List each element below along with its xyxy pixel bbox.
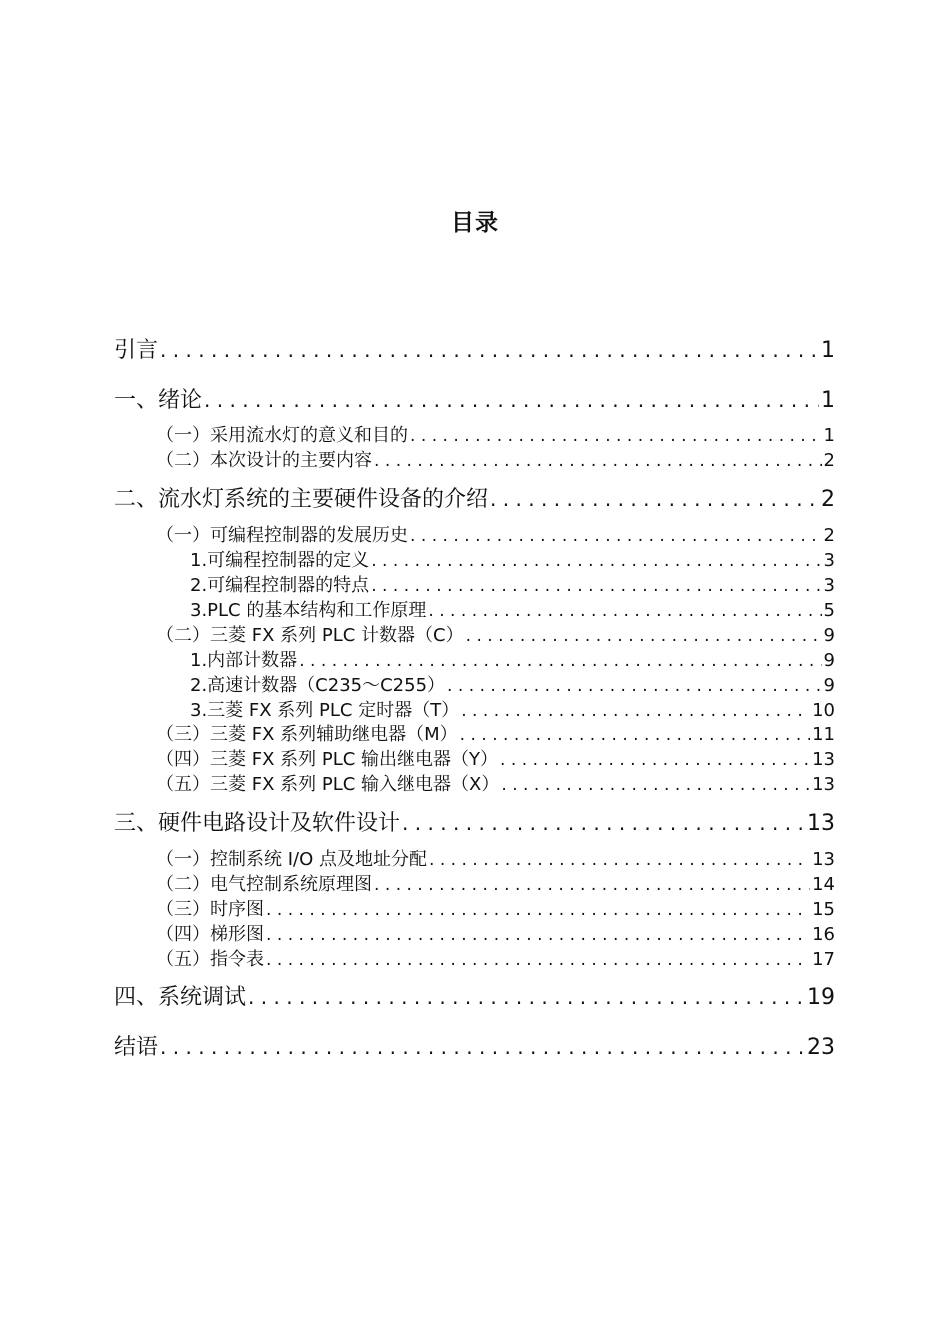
toc-entry-label: （三）时序图 <box>156 899 264 920</box>
dot-leader <box>501 773 810 797</box>
toc-page-number: 14 <box>812 874 835 895</box>
toc-entry-label: （二）三菱 FX 系列 PLC 计数器（C） <box>156 625 464 646</box>
toc-page-number: 15 <box>812 899 835 920</box>
toc-entry-subsection[interactable] <box>0 649 950 673</box>
dot-leader <box>299 649 821 673</box>
toc-entry-label: 3.三菱 FX 系列 PLC 定时器（T） <box>190 700 460 721</box>
toc-entry-section[interactable] <box>0 873 950 897</box>
toc-entry-section[interactable] <box>0 898 950 922</box>
toc-page-number: 13 <box>812 749 835 770</box>
toc-page-number: 3 <box>823 575 835 596</box>
toc-page-number: 3 <box>823 550 835 571</box>
toc-entry-label: 2.高速计数器（C235～C255） <box>190 675 446 696</box>
toc-page-number: 17 <box>812 949 835 970</box>
toc-entry-section[interactable] <box>0 524 950 548</box>
toc-entry-label: 1.内部计数器 <box>190 650 298 671</box>
dot-leader <box>266 948 810 972</box>
toc-page-number: 1 <box>823 425 835 446</box>
toc-page-number: 16 <box>812 924 835 945</box>
toc-entry-label: 3.PLC 的基本结构和工作原理 <box>190 600 427 621</box>
toc-page-number: 2 <box>823 525 835 546</box>
toc-entry-section[interactable] <box>0 923 950 947</box>
toc-page-number: 2 <box>821 487 835 512</box>
toc-entry-chapter-3[interactable] <box>0 808 950 839</box>
toc-entry-section[interactable] <box>0 424 950 448</box>
toc-entry-label: 结语 <box>114 1035 159 1060</box>
dot-leader <box>248 982 805 1012</box>
toc-page-number: 11 <box>812 724 835 745</box>
toc-entry-subsection[interactable] <box>0 674 950 698</box>
dot-leader <box>374 449 822 473</box>
dot-leader <box>429 848 810 872</box>
toc-entry-label: 三、硬件电路设计及软件设计 <box>114 811 401 836</box>
dot-leader <box>266 923 810 947</box>
toc-entry-section[interactable] <box>0 723 950 747</box>
toc-entry-section[interactable] <box>0 624 950 648</box>
toc-entry-subsection[interactable] <box>0 599 950 623</box>
toc-entry-section[interactable] <box>0 848 950 872</box>
toc-entry-chapter-4[interactable] <box>0 982 950 1013</box>
toc-entry-subsection[interactable] <box>0 574 950 598</box>
toc-entry-subsection[interactable] <box>0 549 950 573</box>
dot-leader <box>490 484 819 514</box>
dot-leader <box>460 723 810 747</box>
toc-entry-subsection[interactable] <box>0 699 950 723</box>
toc-entry-label: （四）梯形图 <box>156 924 264 945</box>
toc-page-number: 13 <box>812 849 835 870</box>
toc-entry-label: （五）指令表 <box>156 949 264 970</box>
toc-page-number: 10 <box>812 700 835 721</box>
dot-leader <box>402 808 805 838</box>
dot-leader <box>374 873 810 897</box>
toc-title: 目录 <box>451 210 499 236</box>
toc-entry-section[interactable] <box>0 948 950 972</box>
toc-entry-label: 四、系统调试 <box>114 985 247 1010</box>
toc-entry-section[interactable] <box>0 449 950 473</box>
toc-page-number: 2 <box>823 450 835 471</box>
toc-page-number: 23 <box>807 1035 835 1060</box>
toc-entry-section[interactable] <box>0 773 950 797</box>
toc-entry-intro[interactable] <box>0 335 950 366</box>
toc-entry-label: （五）三菱 FX 系列 PLC 输入继电器（X） <box>156 774 500 795</box>
toc-entry-label: 1.可编程控制器的定义 <box>190 550 370 571</box>
dot-leader <box>410 524 822 548</box>
toc-page-number: 9 <box>823 675 835 696</box>
dot-leader <box>447 674 822 698</box>
dot-leader <box>371 549 821 573</box>
toc-entry-label: 一、绪论 <box>114 388 203 413</box>
toc-entry-label: （一）采用流水灯的意义和目的 <box>156 425 408 446</box>
toc-page-number: 9 <box>823 650 835 671</box>
toc-entry-conclusion[interactable] <box>0 1032 950 1063</box>
toc-entry-label: 二、流水灯系统的主要硬件设备的介绍 <box>114 487 489 512</box>
dot-leader <box>204 385 819 415</box>
toc-page-number: 19 <box>807 985 835 1010</box>
dot-leader <box>500 748 810 772</box>
toc-page-number: 13 <box>812 774 835 795</box>
toc-entry-label: （二）电气控制系统原理图 <box>156 874 372 895</box>
toc-entry-label: 2.可编程控制器的特点 <box>190 575 370 596</box>
dot-leader <box>371 574 821 598</box>
dot-leader <box>428 599 821 623</box>
toc-entry-label: （三）三菱 FX 系列辅助继电器（M） <box>156 724 458 745</box>
toc-entry-section[interactable] <box>0 748 950 772</box>
dot-leader <box>466 624 822 648</box>
toc-entry-chapter-1[interactable] <box>0 385 950 416</box>
toc-page-number: 9 <box>823 625 835 646</box>
toc-entry-label: 引言 <box>114 338 159 363</box>
toc-page-number: 13 <box>807 811 835 836</box>
dot-leader <box>461 699 810 723</box>
toc-entry-chapter-2[interactable] <box>0 484 950 515</box>
toc-entry-label: （一）控制系统 I/O 点及地址分配 <box>156 849 427 870</box>
dot-leader <box>160 1032 805 1062</box>
toc-entry-label: （一）可编程控制器的发展历史 <box>156 525 408 546</box>
dot-leader <box>160 335 819 365</box>
toc-entry-label: （四）三菱 FX 系列 PLC 输出继电器（Y） <box>156 749 499 770</box>
dot-leader <box>410 424 822 448</box>
dot-leader <box>266 898 810 922</box>
toc-entry-label: （二）本次设计的主要内容 <box>156 450 372 471</box>
toc-page-number: 1 <box>821 338 835 363</box>
toc-page-number: 5 <box>823 600 835 621</box>
toc-page-number: 1 <box>821 388 835 413</box>
